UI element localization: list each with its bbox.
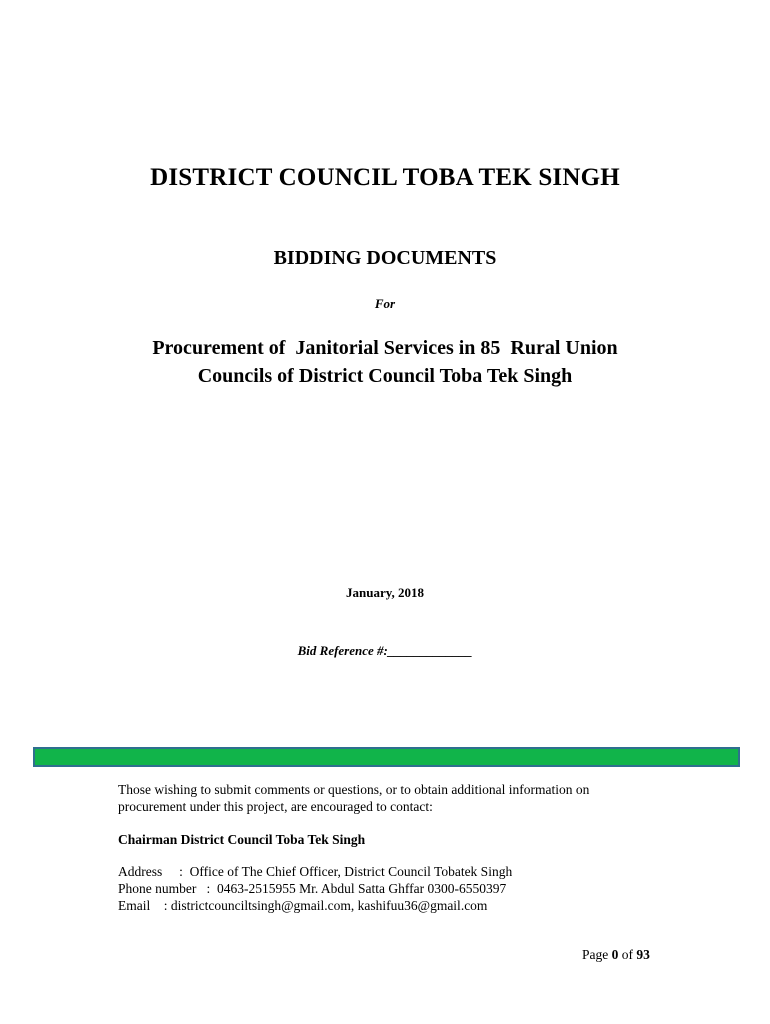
contact-intro-line-1: Those wishing to submit comments or questions, or to obtain additional information on (118, 782, 590, 797)
bid-reference: Bid Reference #:_____________ (297, 643, 473, 658)
green-divider-band (33, 747, 740, 767)
page-of: of (618, 947, 637, 962)
contact-email: Email : districtcounciltsingh@gmail.com, kashifuu36@gmail.com (118, 898, 488, 913)
page-prefix: Page (582, 947, 612, 962)
procurement-line-1: Procurement of Janitorial Services in 85 Rural Union (152, 337, 618, 359)
contact-chairman: Chairman District Council Toba Tek Singh (118, 832, 366, 847)
procurement-line-2: Councils of District Council Toba Tek Singh (197, 365, 573, 387)
for-label: For (374, 296, 396, 311)
procurement-heading (0, 334, 770, 390)
contact-phone: Phone number : 0463-2515955 Mr. Abdul Satta Ghffar 0300-6550397 (118, 881, 507, 896)
document-title: DISTRICT COUNCIL TOBA TEK SINGH (150, 164, 620, 191)
document-subtitle: BIDDING DOCUMENTS (273, 247, 497, 269)
page-number (582, 947, 650, 963)
contact-intro (118, 781, 658, 815)
contact-intro-line-2: procurement under this project, are encouraged to contact: (118, 799, 433, 814)
contact-address: Address : Office of The Chief Officer, District Council Tobatek Singh (118, 864, 513, 879)
page-current: 0 (611, 947, 619, 962)
document-date: January, 2018 (345, 585, 424, 600)
contact-details (118, 863, 658, 914)
page-total: 93 (636, 947, 650, 962)
